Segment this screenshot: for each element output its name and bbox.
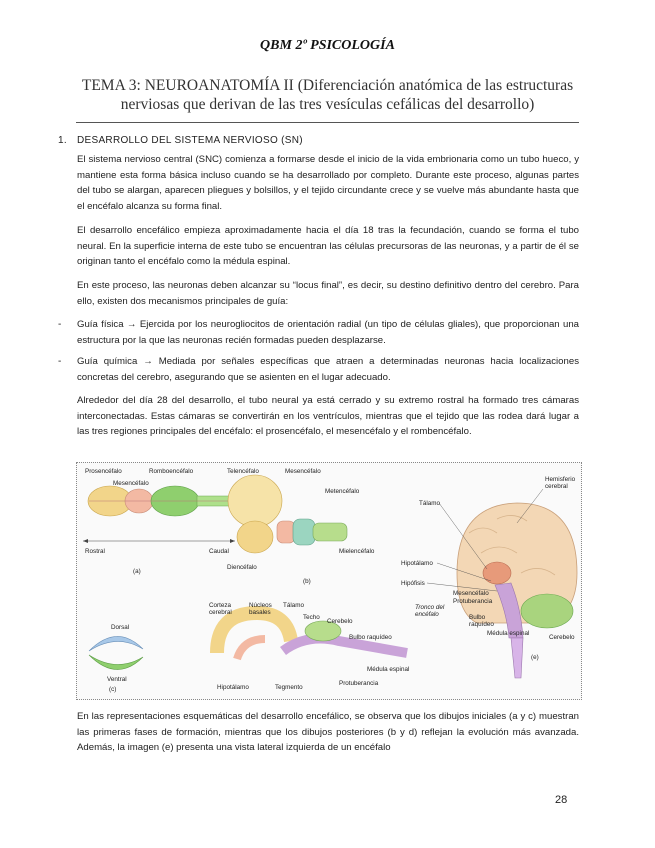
page-header: QBM 2º PSICOLOGÍA [260, 38, 395, 53]
label-talamo-d: Tálamo [283, 602, 304, 609]
telencephalon [228, 475, 282, 527]
cortex-band [217, 613, 291, 653]
label-mesencefalo-a: Mesencéfalo [113, 480, 149, 487]
label-rostral: Rostral [85, 548, 105, 555]
label-techo: Techo [303, 614, 320, 621]
label-metencefalo: Metencéfalo [325, 488, 360, 495]
label-diencefalo: Diencéfalo [227, 564, 257, 571]
thalamus-e [483, 562, 511, 584]
label-mesencefalo-e: Mesencéfalo [453, 590, 489, 597]
paragraph-locus-final: En este proceso, las neuronas deben alcanzar su “locus final”, es decir, su destino definitivo dentro del cerebro. Para ello, existen dos mecanismos principales de guía: [77, 280, 579, 307]
label-mielencefalo: Mielencéfalo [339, 548, 375, 555]
label-tegmento: Tegmento [275, 684, 303, 691]
label-nucleos-2: basales [249, 609, 271, 616]
paragraph-day28: Alrededor del día 28 del desarrollo, el tubo neural ya está cerrado y su extremo rostral ha formado tres cámaras interconectadas. Estas cámaras se convertirán en los ventrículos, mientras que el tejido que las rodea dará lugar a las tres regiones principales del encéfalo: el prosencéfalo, el mesencéfalo y el rombencéfalo. [77, 395, 579, 438]
label-nucleos-1: Núcleos [249, 602, 272, 609]
bullet-marker: - [58, 356, 62, 367]
paragraph-intro: El sistema nervioso central (SNC) comienza a formarse desde el inicio de la vida embrionaria como un tubo hueco, y mantiene esta forma básica incluso cuando se ha desarrollado por completo. Durante este proceso, algunas partes del tubo se alargan, aparecen pliegues y bolsillos, y el tejido circundante crece y se vuelve más abundante hasta que el encéfalo alcanza su forma final. [77, 154, 579, 213]
cerebellum-e [521, 594, 573, 628]
topic-title: TEMA 3: NEUROANATOMÍA II (Diferenciación anatómica de las estructuras nerviosas que derivan de las tres vesículas cefálicas del desarrollo) [81, 77, 574, 113]
mesencephalon-b [277, 521, 295, 543]
label-bulbo-e-2: raquídeo [469, 621, 494, 628]
tag-b: (b) [303, 578, 311, 585]
label-hipotalamo-d: Hipotálamo [217, 684, 249, 691]
label-tronco-1: Tronco del [415, 604, 445, 611]
tag-c: (c) [109, 686, 117, 693]
label-corteza-1: Corteza [209, 602, 232, 609]
label-corteza-2: cerebral [209, 609, 232, 616]
bullet-guia-fisica: Guía física → Ejercida por los neurogliocitos de orientación radial (un tipo de células gliales), que proporcionan una estructura por la que las neuronas recién formadas pueden desplazarse. [77, 319, 579, 346]
label-bulbo-e-1: Bulbo [469, 614, 486, 621]
paragraph-figure-description: En las representaciones esquemáticas del desarrollo encefálico, se observa que los dibujos iniciales (a y c) muestran las primeras fases de formación, mientras que los dibujos posteriores (b y d) reflejan la evolución más avanzada. Además, la imagen (e) presenta una vista lateral izquierda de un encéfalo [77, 711, 579, 754]
label-protuberancia-e: Protuberancia [453, 598, 493, 605]
label-medula-e: Médula espinal [487, 630, 530, 637]
label-telencefalo: Telencéfalo [227, 468, 259, 475]
tag-a: (a) [133, 568, 141, 575]
title-divider [76, 122, 579, 123]
metencephalon [293, 519, 315, 545]
spinal-cord-e [511, 638, 523, 678]
brain-development-figure [76, 462, 582, 700]
section-number: 1. [58, 135, 67, 146]
label-romboencefalo: Romboencéfalo [149, 468, 194, 475]
ventral-region [89, 655, 143, 670]
label-mesencefalo-b: Mesencéfalo [285, 468, 321, 475]
tag-e: (e) [531, 654, 539, 661]
brain-development-illustration [77, 463, 581, 699]
label-bulbo-d: Bulbo raquídeo [349, 634, 392, 641]
label-cerebelo-e: Cerebelo [549, 634, 575, 641]
paragraph-day18: El desarrollo encefálico empieza aproximadamente hacia el día 18 tras la fecundación, cuando se forma el tubo neural. En la superficie interna de este tubo se encuentran las células precursoras de las neuronas, y a partir de él se originan tanto el encéfalo como la médula espinal. [77, 225, 579, 268]
panel-e [401, 476, 577, 678]
label-hemisferio-2: cerebral [545, 483, 568, 490]
label-hipotalamo-e: Hipotálamo [401, 560, 433, 567]
label-protuberancia-d: Protuberancia [339, 680, 379, 687]
dorsal-region [89, 636, 143, 651]
label-medula-d: Médula espinal [367, 666, 410, 673]
label-tronco-2: encéfalo [415, 611, 439, 618]
section-label: DESARROLLO DEL SISTEMA NERVIOSO (SN) [77, 135, 303, 146]
panel-a [83, 468, 235, 575]
label-talamo-e: Tálamo [419, 500, 440, 507]
bullet-marker: - [58, 319, 62, 330]
label-ventral: Ventral [107, 676, 127, 683]
section-heading [58, 135, 303, 146]
label-prosencefalo: Prosencéfalo [85, 468, 122, 475]
myelencephalon [313, 523, 347, 541]
label-hipofisis: Hipófisis [401, 580, 425, 587]
diencephalon [237, 521, 273, 553]
label-cerebelo-d: Cerebelo [327, 618, 353, 625]
bullet-guia-quimica: Guía química → Mediada por señales específicas que atraen a determinadas neuronas hacia localizaciones concretas del cerebro, asegurando que se asienten en el lugar adecuado. [77, 356, 579, 383]
label-dorsal: Dorsal [111, 624, 130, 631]
panel-d [209, 602, 409, 691]
label-hemisferio-1: Hemisferio [545, 476, 576, 483]
page-number: 28 [555, 794, 568, 806]
panel-c [89, 624, 143, 693]
label-caudal: Caudal [209, 548, 229, 555]
panel-b [227, 468, 375, 585]
